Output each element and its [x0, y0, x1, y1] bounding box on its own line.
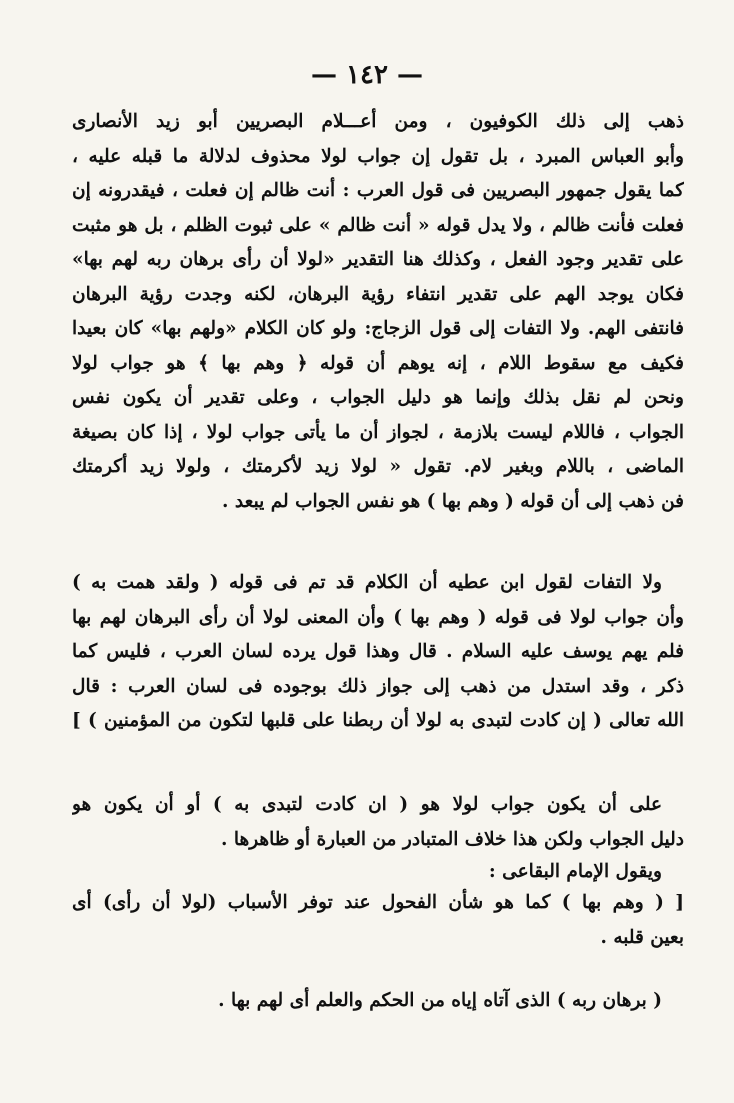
- text-line: بعين قلبه .: [600, 926, 684, 948]
- paragraph-6: [72, 984, 684, 1019]
- text-line: ونحن لم نقل بذلك وإنما هو دليل الجواب ، وعلى تقدير أن يكون نفس: [72, 387, 684, 408]
- paragraph-5: [72, 886, 684, 955]
- text-line: على تقدير وجود الفعل ، وكذلك هنا التقدير «لولا أن رأى برهان ربه لهم بها»: [72, 249, 684, 270]
- text-line: الجواب ، فاللام ليست بلازمة ، لجواز أن ما يأتى جواب لولا ، إذا كان بصيغة: [72, 421, 684, 443]
- paragraph-4: [72, 855, 684, 890]
- text-line: دليل الجواب ولكن هذا خلاف المتبادر من العبارة أو ظاهرها .: [220, 828, 684, 850]
- text-line: وأن جواب لولا فى قوله ( وهم بها ) وأن المعنى لولا أن رأى البرهان لهم بها: [72, 606, 684, 628]
- text-line: كما يقول جمهور البصريين فى قول العرب : أنت ظالم إن فعلت ، فيقدرونه إن: [72, 180, 684, 201]
- page-number: — ١٤٢ —: [310, 60, 424, 90]
- text-line: ذهب إلى ذلك الكوفيون ، ومن أعـــلام البصريين أبو زيد الأنصارى: [72, 111, 684, 132]
- text-line: ذكر ، وقد استدل من ذهب إلى جواز ذلك بوجوده فى لسان العرب : قال: [72, 675, 684, 697]
- text-line: فكان يوجد الهم على تقدير انتفاء رؤية البرهان، لكنه وجدت رؤية البرهان: [72, 283, 684, 305]
- text-line: ( برهان ربه ) الذى آتاه إياه من الحكم والعلم أى لهم بها .: [218, 990, 662, 1011]
- text-line: ولا التفات لقول ابن عطيه أن الكلام قد تم فى قوله ( ولقد همت به ): [72, 572, 662, 593]
- text-line: فن ذهب إلى أن قوله ( وهم بها ) هو نفس الجواب لم يبعد .: [222, 490, 684, 512]
- paragraph-2: [72, 566, 684, 739]
- text-line: ويقول الإمام البقاعى :: [488, 861, 662, 882]
- text-line: فعلت فأنت ظالم ، ولا يدل قوله « أنت ظالم » على ثبوت الظلم ، بل هو مثبت: [72, 214, 684, 236]
- paragraph-3: [72, 788, 684, 857]
- text-line: [ ( وهم بها ) كما هو شأن الفحول عند توفر الأسباب (لولا أن رأى) أى: [72, 892, 684, 913]
- text-line: الماضى ، باللام وبغير لام. تقول « لولا زيد لأكرمتك ، ولولا زيد أكرمتك: [72, 456, 684, 477]
- text-line: فكيف مع سقوط اللام ، إنه يوهم أن قوله ﴿ وهم بها ﴾ هو جواب لولا: [72, 352, 684, 374]
- text-line: فلم يهم يوسف عليه السلام . قال وهذا قول يرده لسان العرب ، فليس كما: [72, 641, 684, 662]
- text-line: الله تعالى ( إن كادت لتبدى به لولا أن ربطنا على قلبها لتكون من المؤمنين ) ]: [72, 710, 684, 731]
- text-line: على أن يكون جواب لولا هو ( ان كادت لتبدى به ) أو أن يكون هو: [72, 794, 662, 815]
- paragraph-1: [72, 105, 684, 519]
- text-line: فانتفى الهم. ولا التفات إلى قول الزجاج: ولو كان الكلام «ولهم بها» كان بعيدا: [72, 318, 684, 339]
- text-line: وأبو العباس المبرد ، بل تقول إن جواب لولا محذوف لدلالة ما قبله عليه ،: [72, 145, 684, 167]
